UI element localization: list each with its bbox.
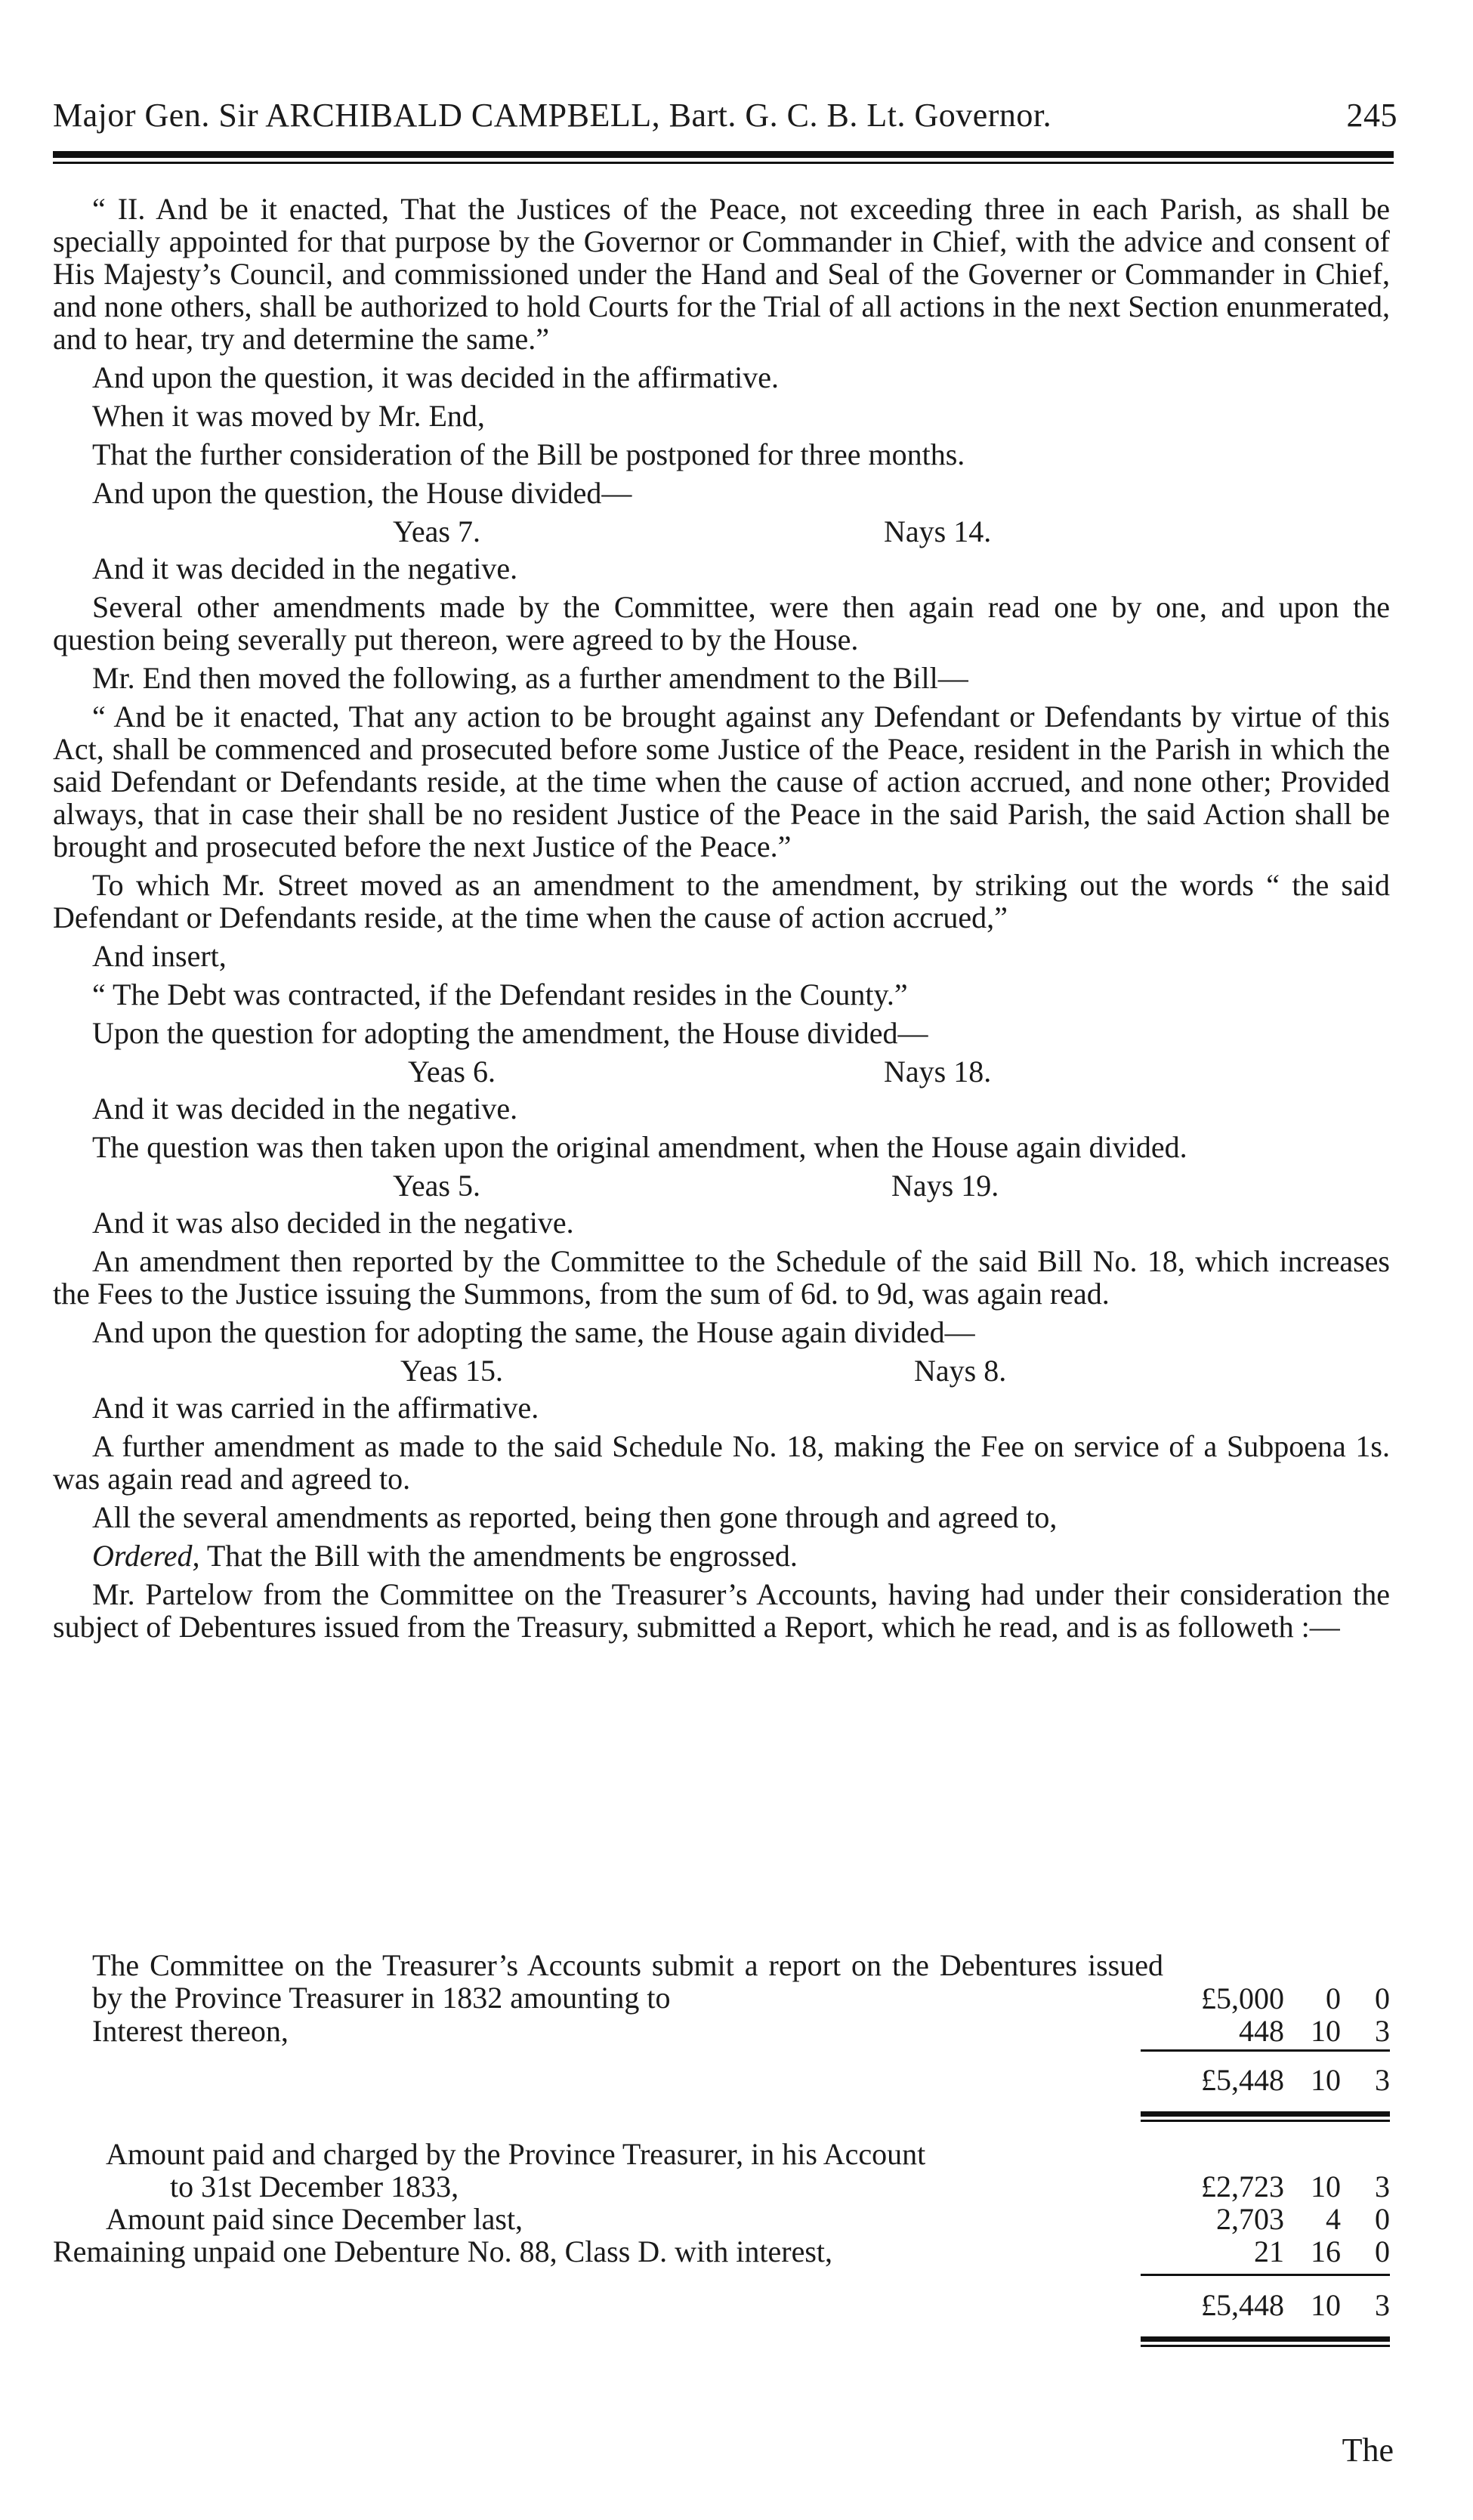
pence: 3 <box>1375 2063 1390 2097</box>
paragraph: And it was decided in the negative. <box>92 551 518 585</box>
pounds: £2,723 <box>1201 2169 1284 2203</box>
total-amount <box>1171 2289 1390 2321</box>
nays-count: Nays 14. <box>884 514 992 548</box>
account-row <box>53 1982 1390 2015</box>
amount-cell <box>1171 2015 1390 2047</box>
amount-cell <box>1171 2170 1390 2203</box>
paragraph: To which Mr. Street moved as an amendment to the amendment, by striking out the words “ the said Defendant or Defendants reside, at the time when the cause of action accrued,” <box>53 868 1390 934</box>
pence: 3 <box>1375 2014 1390 2048</box>
shillings: 10 <box>1311 2014 1341 2048</box>
account-label: to 31st December 1833, <box>170 2169 459 2203</box>
amount-cell <box>1171 2203 1390 2235</box>
paragraph: And upon the question for adopting the same, the House again divided— <box>92 1315 975 1349</box>
vote-tally <box>53 1055 1390 1088</box>
total-double-rule-thin <box>1141 2345 1390 2347</box>
total-double-rule-thin <box>1141 2120 1390 2122</box>
paragraph: When it was moved by Mr. End, <box>92 399 485 433</box>
paragraph: And it was also decided in the negative. <box>92 1206 574 1240</box>
total-amount <box>1171 2064 1390 2096</box>
pounds: 2,703 <box>1216 2202 1284 2236</box>
nays-count: Nays 19. <box>891 1169 999 1203</box>
pounds: 448 <box>1239 2014 1284 2048</box>
order-paragraph <box>53 1539 1390 1572</box>
account-intro: The Committee on the Treasurer’s Accounts submit a report on the Debentures issued by the Province Treasurer in 1832 amounting to <box>92 1948 1163 2015</box>
paragraph: Mr. Partelow from the Committee on the Treasurer’s Accounts, having had under their consideration the subject of Debentures issued from the Treasury, submitted a Report, which he read, and is as followeth :— <box>53 1577 1390 1644</box>
account-label: Remaining unpaid one Debenture No. 88, Class D. with interest, <box>53 2234 833 2268</box>
vote-tally <box>53 1169 1390 1202</box>
account-label: Amount paid and charged by the Province Treasurer, in his Account <box>106 2137 926 2171</box>
ordered-label: Ordered, <box>92 1539 200 1573</box>
pence: 3 <box>1375 2288 1390 2322</box>
pence: 0 <box>1375 2234 1390 2268</box>
pounds: £5,000 <box>1201 1981 1284 2015</box>
page-number: 245 <box>1346 97 1397 134</box>
paragraph: And upon the question, the House divided— <box>92 476 632 510</box>
total-double-rule <box>1141 2336 1390 2342</box>
shillings: 4 <box>1326 2202 1341 2236</box>
account-row <box>53 2015 1390 2047</box>
quoted-text: “ The Debt was contracted, if the Defendant resides in the County.” <box>92 977 908 1011</box>
shillings: 0 <box>1326 1981 1341 2015</box>
shillings: 10 <box>1311 2169 1341 2203</box>
pence: 3 <box>1375 2169 1390 2203</box>
vote-tally <box>53 515 1390 548</box>
pounds: 21 <box>1254 2234 1284 2268</box>
paragraph: Mr. End then moved the following, as a further amendment to the Bill— <box>92 661 968 695</box>
account-label: Interest thereon, <box>92 2014 289 2048</box>
paragraph: And insert, <box>92 939 227 973</box>
section-text: “ II. And be it enacted, That the Justices of the Peace, not exceeding three in each Parish, as shall be specially appointed for that purpose by the Governor or Commander in Chief, with the advice and consent of His Majesty’s Council, and commissioned under the Hand and Seal of the Governer or Commander in Chief, and none others, shall be authorized to hold Courts for the Trial of all actions in the next Section enunmerated, and to hear, try and determine the same.” <box>53 192 1390 356</box>
account-label: Amount paid since December last, <box>106 2202 523 2236</box>
paragraph: The question was then taken upon the original amendment, when the House again divided. <box>92 1130 1187 1164</box>
total-double-rule <box>1141 2111 1390 2117</box>
paragraph: Upon the question for adopting the amendment, the House divided— <box>92 1016 928 1050</box>
pence: 0 <box>1375 2202 1390 2236</box>
nays-count: Nays 18. <box>884 1055 992 1089</box>
account-row <box>53 2138 1390 2170</box>
amount-cell <box>1171 1982 1390 2015</box>
account-total <box>53 2064 1390 2096</box>
yeas-count: Yeas 7. <box>393 514 480 548</box>
shillings: 16 <box>1311 2234 1341 2268</box>
yeas-count: Yeas 5. <box>393 1169 480 1203</box>
header-rule-thick <box>53 151 1394 158</box>
quoted-amendment: “ And be it enacted, That any action to be brought against any Defendant or Defendants by virtue of this Act, shall be commenced and prosecuted before some Justice of the Peace, resident in the Parish in which the said Defendant or Defendants reside, at the time when the cause of action accrued, and none other; Provided always, that in case their shall be no resident Justice of the Peace in the said Parish, the said Action shall be brought and prosecuted before the next Justice of the Peace.” <box>53 699 1390 863</box>
paragraph: All the several amendments as reported, being then gone through and agreed to, <box>92 1500 1058 1534</box>
pounds: £5,448 <box>1201 2288 1284 2322</box>
order-text: That the Bill with the amendments be engrossed. <box>199 1539 798 1573</box>
sum-rule <box>1141 2049 1390 2052</box>
vote-tally <box>53 1354 1390 1387</box>
paragraph: An amendment then reported by the Committee to the Schedule of the said Bill No. 18, which increases the Fees to the Justice issuing the Summons, from the sum of 6d. to 9d, was again read. <box>53 1244 1390 1311</box>
catchword: The <box>1342 2432 1394 2469</box>
shillings: 10 <box>1311 2288 1341 2322</box>
paragraph: And it was decided in the negative. <box>92 1092 518 1126</box>
running-header <box>53 89 1397 142</box>
account-figures <box>53 1982 1390 2047</box>
total-row <box>53 2064 1390 2096</box>
yeas-count: Yeas 6. <box>408 1055 496 1089</box>
yeas-count: Yeas 15. <box>400 1354 503 1388</box>
paragraph: Several other amendments made by the Committee, were then again read one by one, and upon the question being severally put thereon, were agreed to by the House. <box>53 590 1390 656</box>
account-grand-total <box>53 2289 1390 2321</box>
payments-account <box>53 2138 1390 2268</box>
total-row <box>53 2289 1390 2321</box>
header-rule-thin <box>53 162 1394 164</box>
paragraph: A further amendment as made to the said Schedule No. 18, making the Fee on service of a Subpoena 1s. was again read and agreed to. <box>53 1429 1390 1496</box>
header-title: Major Gen. Sir ARCHIBALD CAMPBELL, Bart. G. C. B. Lt. Governor. <box>53 97 1052 134</box>
pence: 0 <box>1375 1981 1390 2015</box>
account-row <box>53 2235 1390 2268</box>
sum-rule <box>1141 2274 1390 2276</box>
shillings: 10 <box>1311 2063 1341 2097</box>
nays-count: Nays 8. <box>914 1354 1007 1388</box>
paragraph: And it was carried in the affirmative. <box>92 1391 539 1425</box>
amount-cell <box>1171 2235 1390 2268</box>
paragraph: That the further consideration of the Bill be postponed for three months. <box>92 437 965 471</box>
pounds: £5,448 <box>1201 2063 1284 2097</box>
journal-body <box>53 193 1390 1649</box>
account-row <box>53 2170 1390 2203</box>
paragraph: And upon the question, it was decided in the affirmative. <box>92 360 780 394</box>
account-row <box>53 2203 1390 2235</box>
